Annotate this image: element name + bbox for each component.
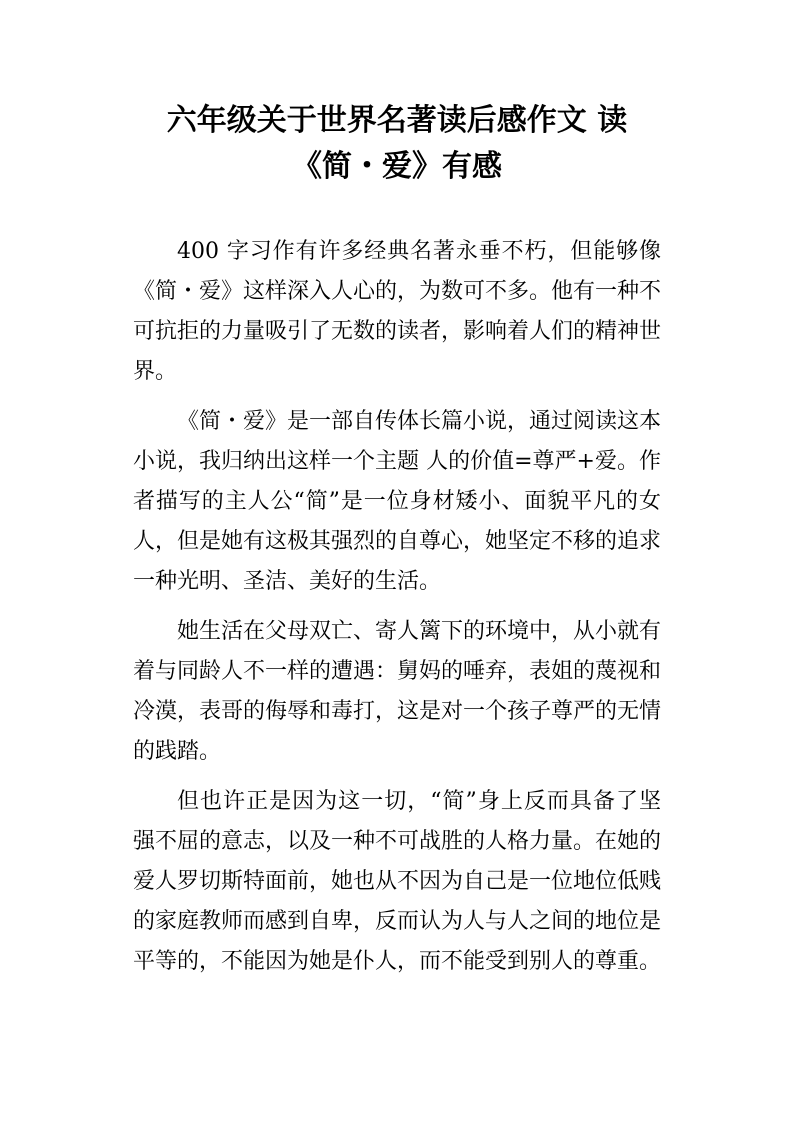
paragraph-2: 《简・爱》是一部自传体长篇小说，通过阅读这本小说，我归纳出这样一个主题 人的价值=尊严+爱。作者描写的主人公“简”是一位身材矮小、面貌平凡的女人，但是她有这极其强烈的自尊心，她坚定不移的追求一种光明、圣洁、美好的生活。 [133, 409, 662, 594]
document-title-line-2: 《简・爱》有感 [292, 149, 502, 184]
document-title-line-1: 六年级关于世界名著读后感作文 读 [166, 103, 628, 138]
paragraph-3: 她生活在父母双亡、寄人篱下的环境中，从小就有着与同龄人不一样的遭遇：舅妈的唾弃，表姐的蔑视和冷漠，表哥的侮辱和毒打，这是对一个孩子尊严的无情的践踏。 [133, 619, 662, 764]
paragraph-4: 但也许正是因为这一切，“简”身上反而具备了坚强不屈的意志，以及一种不可战胜的人格力量。在她的爱人罗切斯特面前，她也从不因为自己是一位地位低贱的家庭教师而感到自卑，反而认为人与人之间的地位是平等的，不能因为她是仆人，而不能受到别人的尊重。 [133, 789, 662, 974]
paragraph-1: 400 字习作有许多经典名著永垂不朽，但能够像《简・爱》这样深入人心的，为数可不多。他有一种不可抗拒的力量吸引了无数的读者，影响着人们的精神世界。 [133, 239, 662, 384]
document-body [133, 232, 661, 992]
